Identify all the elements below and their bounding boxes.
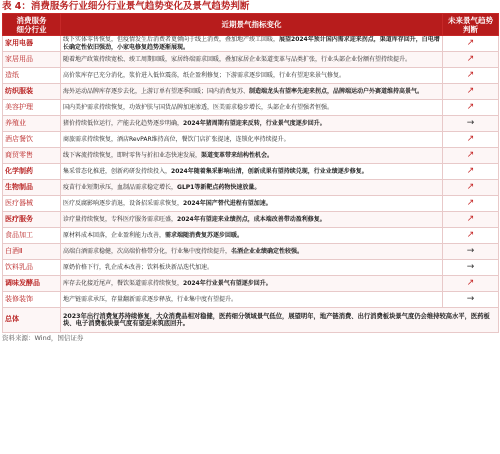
description-highlight: 需求端随消费复苏逐步回暖。	[165, 231, 244, 239]
table-row	[3, 244, 499, 260]
change-description	[61, 148, 443, 164]
trend-up-arrow-icon: ↗	[443, 68, 499, 84]
change-description	[61, 260, 443, 276]
total-row	[3, 308, 499, 333]
industry-name: 装修装饰	[3, 292, 61, 308]
description-highlight: 2024年随着集采影响出清，创新成果有望持续兑现，行业业绩逐步修复。	[171, 167, 368, 175]
industry-name: 饮料乳品	[3, 260, 61, 276]
change-description	[61, 68, 443, 84]
change-description	[61, 212, 443, 228]
trend-up-arrow-icon: ↗	[443, 196, 499, 212]
trend-flat-arrow-icon: →	[443, 116, 499, 132]
trend-up-arrow-icon: ↗	[443, 52, 499, 68]
header-trend: 未来景气趋势 判断	[443, 14, 499, 36]
header-industry: 消费服务 细分行业	[3, 14, 61, 36]
table-row	[3, 68, 499, 84]
trend-flat-arrow-icon: →	[443, 260, 499, 276]
description-text: 地产链需求承压，存量翻新需求逐步释放，行业集中度有望提升。	[63, 295, 238, 303]
change-description	[61, 292, 443, 308]
industry-name: 家居用品	[3, 52, 61, 68]
description-text: 诊疗量持续恢复，专科医疗服务需求旺盛，	[63, 215, 178, 223]
table-row	[3, 212, 499, 228]
table-row	[3, 292, 499, 308]
description-text: 原奶价格下行，乳企成本改善；饮料板块新品迭代加速。	[63, 263, 214, 271]
trend-up-arrow-icon: ↗	[443, 164, 499, 180]
industry-name: 生物制品	[3, 180, 61, 196]
description-text: 医疗反腐影响逐步消退，设备招采需求恢复，	[63, 199, 184, 207]
description-text: 原材料成本回落，企业盈利能力改善，	[63, 231, 166, 239]
industry-name: 纺织服装	[3, 84, 61, 100]
description-text: 线下客流持续恢复，即时零售与折扣业态快速发展，	[63, 151, 202, 159]
description-text: 集采常态化推进，创新药研发持续投入，	[63, 167, 172, 175]
change-description	[61, 196, 443, 212]
table-row	[3, 260, 499, 276]
trend-up-arrow-icon: ↗	[443, 100, 499, 116]
description-highlight: 展望2024年预计国内需求迎来拐点，渠道库存回升，白电增长确定性依旧强劲，小家电修复趋势逐渐展现。	[63, 36, 440, 51]
trend-up-arrow-icon: ↗	[443, 84, 499, 100]
table-row	[3, 116, 499, 132]
total-label: 总体	[3, 308, 61, 333]
table-header-row	[3, 14, 499, 36]
description-text: 商旅需求持续恢复，酒店RevPAR维持高位，餐饮门店扩张提速，连锁化率持续提升。	[63, 135, 290, 143]
change-description	[61, 84, 443, 100]
table-row	[3, 52, 499, 68]
source-note: 资料来源：Wind，国信证券	[2, 334, 84, 342]
industry-name: 美容护理	[3, 100, 61, 116]
industry-name: 商贸零售	[3, 148, 61, 164]
change-description	[61, 244, 443, 260]
description-text: 高端白酒需求稳健，次高端价格带分化，行业集中度持续提升，	[63, 247, 232, 255]
total-summary: 2023年出行消费复苏持续修复，大众消费品相对稳健，医药细分领域景气低位，展望明年，地产链消费、出行消费板块景气度仍会维持较高水平，医药板块、电子消费板块景气度有望迎来筑底回升。	[61, 308, 499, 333]
industry-trend-table	[2, 13, 499, 333]
table-row	[3, 100, 499, 116]
trend-flat-arrow-icon: →	[443, 292, 499, 308]
trend-up-arrow-icon: ↗	[443, 180, 499, 196]
description-text: 高价浆库存已充分消化，浆价进入低位震荡，纸企盈利修复；下游需求逐步回暖，行业有望迎来景气修复。	[63, 71, 346, 79]
header-change: 近期景气指标变化	[61, 14, 443, 36]
description-highlight: 制造端龙头有望率先迎来拐点，品牌端运动户外赛道维持高景气。	[249, 87, 424, 95]
trend-up-arrow-icon: ↗	[443, 36, 499, 52]
industry-name: 家用电器	[3, 36, 61, 52]
table-row	[3, 132, 499, 148]
description-text: 国内美护需求持续恢复，功效护肤与国货品牌加速渗透，医美需求稳步增长，头部企业有望强者恒强。	[63, 103, 334, 111]
table-row	[3, 180, 499, 196]
change-description	[61, 52, 443, 68]
table-row	[3, 196, 499, 212]
industry-name: 医疗器械	[3, 196, 61, 212]
table-row	[3, 84, 499, 100]
table-row	[3, 276, 499, 292]
industry-name: 化学制药	[3, 164, 61, 180]
description-highlight: 2024年有望迎来业绩拐点，成本端改善带动盈利修复。	[177, 215, 326, 223]
trend-up-arrow-icon: ↗	[443, 276, 499, 292]
trend-up-arrow-icon: ↗	[443, 228, 499, 244]
trend-up-arrow-icon: ↗	[443, 132, 499, 148]
industry-name: 食品加工	[3, 228, 61, 244]
description-text: 随着地产政策持续宽松、竣工周期回暖，家居终端需求回暖，叠加家居企业渠道变革与品类扩张，行业头部企业份额有望持续提升。	[63, 55, 412, 63]
change-description	[61, 180, 443, 196]
industry-name: 调味发酵品	[3, 276, 61, 292]
table-row	[3, 164, 499, 180]
industry-name: 造纸	[3, 68, 61, 84]
change-description	[61, 228, 443, 244]
description-highlight: 渠道变革带来结构性机会。	[201, 151, 274, 159]
industry-name: 白酒Ⅱ	[3, 244, 61, 260]
trend-flat-arrow-icon: →	[443, 244, 499, 260]
description-highlight: 2024年猪周期有望迎来反转，行业景气度逐步回升。	[183, 119, 326, 127]
change-description	[61, 132, 443, 148]
description-text: 疫苗行业短期承压，血制品需求稳定增长，	[63, 183, 178, 191]
trend-up-arrow-icon: ↗	[443, 212, 499, 228]
description-highlight: 名酒企业业绩确定性较强。	[231, 247, 304, 255]
change-description	[61, 276, 443, 292]
table-row	[3, 148, 499, 164]
change-description	[61, 164, 443, 180]
change-description	[61, 116, 443, 132]
table-row	[3, 228, 499, 244]
industry-name: 酒店餐饮	[3, 132, 61, 148]
trend-up-arrow-icon: ↗	[443, 148, 499, 164]
description-text: 库存去化接近尾声，餐饮渠道需求持续恢复，	[63, 279, 184, 287]
table-caption: 表 4：消费服务行业细分行业景气趋势变化及景气趋势判断	[2, 1, 250, 12]
industry-name: 养殖业	[3, 116, 61, 132]
change-description	[61, 36, 443, 52]
description-text: 海外运动品牌库存逐步去化，上游订单有望逐季回暖；国内消费复苏、	[63, 87, 250, 95]
table-row	[3, 36, 499, 52]
description-highlight: 2024年国产替代进程有望加速。	[183, 199, 272, 207]
description-highlight: GLP1等新靶点药物快速放量。	[177, 183, 261, 191]
description-highlight: 2024年行业景气有望逐步回升。	[183, 279, 272, 287]
description-text: 猪价持续低位运行，产能去化趋势逐步明确，	[63, 119, 184, 127]
industry-name: 医疗服务	[3, 212, 61, 228]
change-description	[61, 100, 443, 116]
description-text: 线下实体零售恢复，但疫情发生后消费者更倾向于线上消费，叠加地产竣工回暖，	[63, 36, 280, 44]
